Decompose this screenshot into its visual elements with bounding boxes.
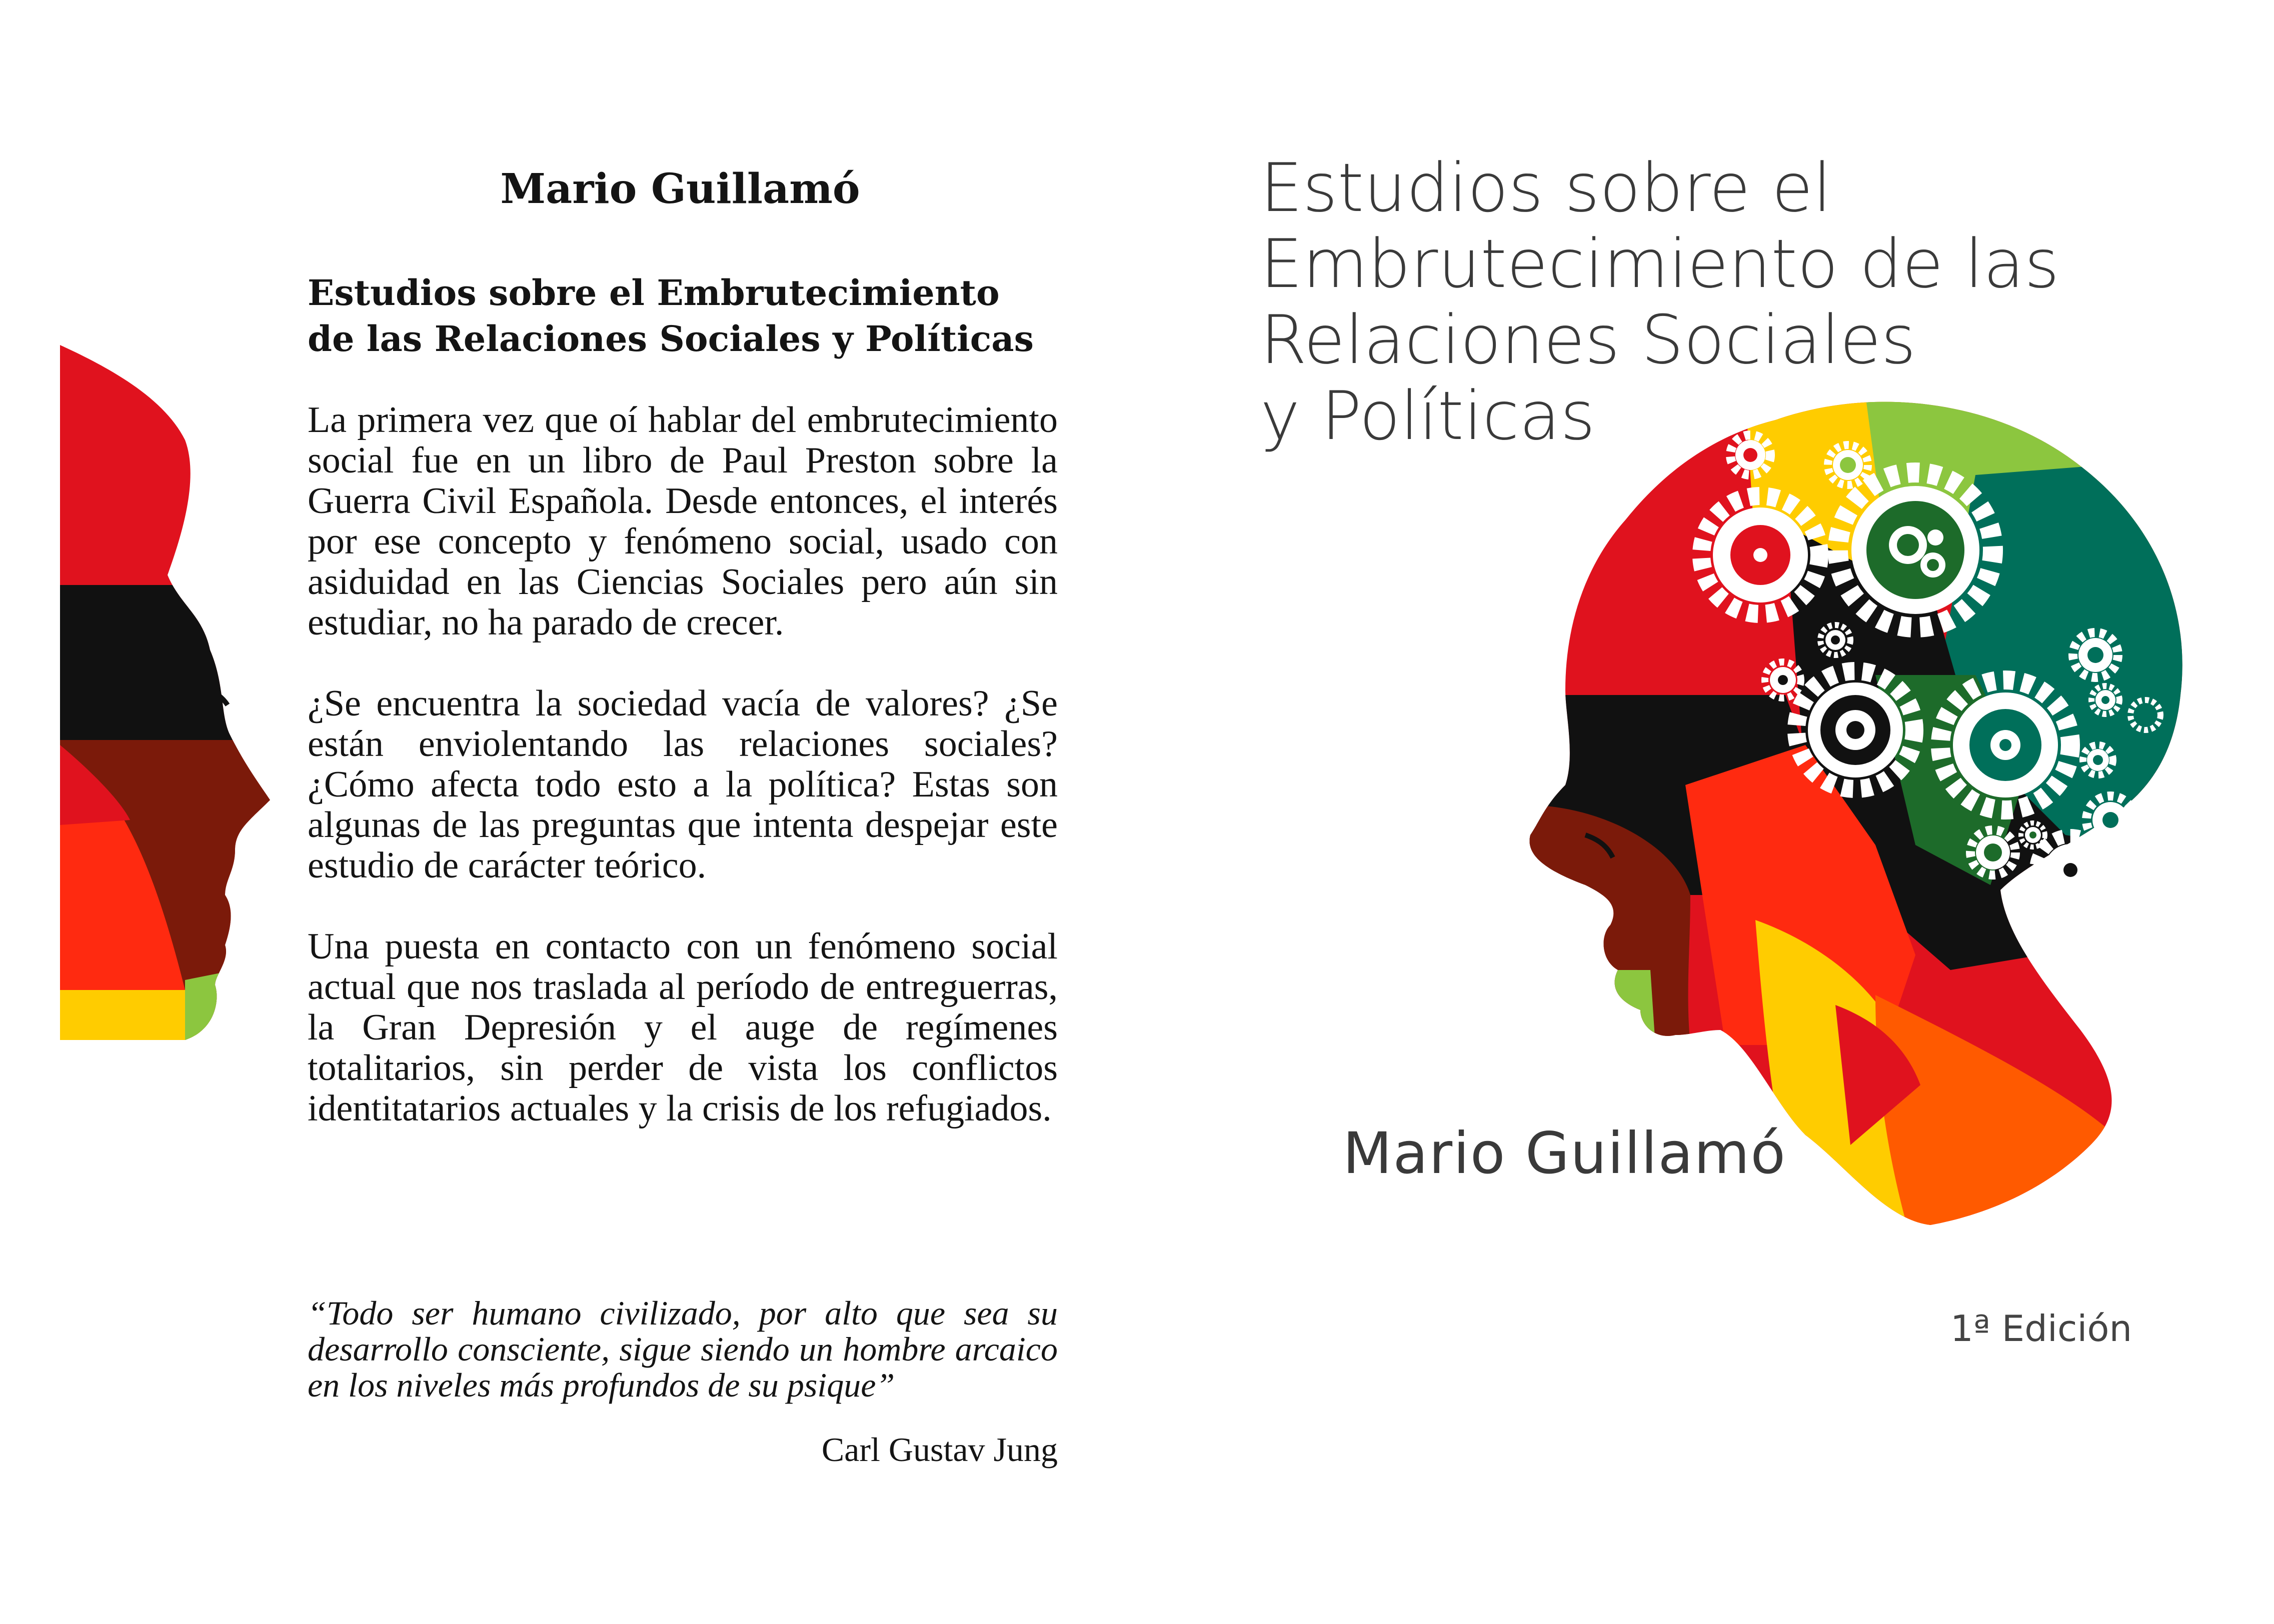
front-title-line: Embrutecimiento de las bbox=[1260, 225, 2059, 303]
front-title-line: Estudios sobre el bbox=[1260, 149, 1832, 227]
gear-icon bbox=[1796, 671, 1914, 789]
front-book-title bbox=[1260, 150, 2210, 454]
front-cover bbox=[1135, 0, 2274, 1624]
gear-icon bbox=[1701, 496, 1819, 614]
front-cover-head-illustration bbox=[1525, 395, 2235, 1395]
synopsis-paragraph: ¿Se encuentra la sociedad vacía de valores? ¿Se están enviolentando las relaciones sociales? ¿Cómo afecta todo esto a la política? Estas son algunas de las preguntas que intenta despejar este estudio de carácter teórico. bbox=[308, 683, 1058, 886]
back-book-title: Estudios sobre el Embrutecimiento de las Relaciones Sociales y Políticas bbox=[308, 272, 1034, 360]
back-cover-synopsis bbox=[308, 400, 1058, 1170]
back-cover-profile-illustration bbox=[0, 0, 310, 1624]
edition-label: 1ª Edición bbox=[1950, 1308, 2132, 1350]
front-title-line: Relaciones Sociales bbox=[1260, 301, 1916, 379]
synopsis-paragraph: Una puesta en contacto con un fenómeno social actual que nos traslada al período de entreguerras, la Gran Depresión y el auge de regímenes totalitarios, sin perder de vista los conflictos identitatarios actuales y la crisis de los refugiados. bbox=[308, 926, 1058, 1129]
front-author-name: Mario Guillamó bbox=[1343, 1120, 1787, 1186]
front-title-line: y Políticas bbox=[1260, 377, 1595, 455]
gear-icon bbox=[2036, 836, 2104, 904]
synopsis-paragraph: La primera vez que oí hablar del embrutecimiento social fue en un libro de Paul Preston sobre la Guerra Civil Española. Desde entonces, el interés por ese concepto y fenómeno social, usado con asiduidad en las Ciencias Sociales pero aún sin estudiar, no ha parado de crecer. bbox=[308, 400, 1058, 643]
back-cover bbox=[0, 0, 1135, 1624]
epigraph-quote: “Todo ser humano civilizado, por alto que sea su desarrollo consciente, sigue siendo un hombre arcaico en los niveles más profundos de su psique” bbox=[308, 1294, 1058, 1404]
back-author-name: Mario Guillamó bbox=[500, 165, 860, 213]
epigraph-author: Carl Gustav Jung bbox=[821, 1430, 1058, 1468]
